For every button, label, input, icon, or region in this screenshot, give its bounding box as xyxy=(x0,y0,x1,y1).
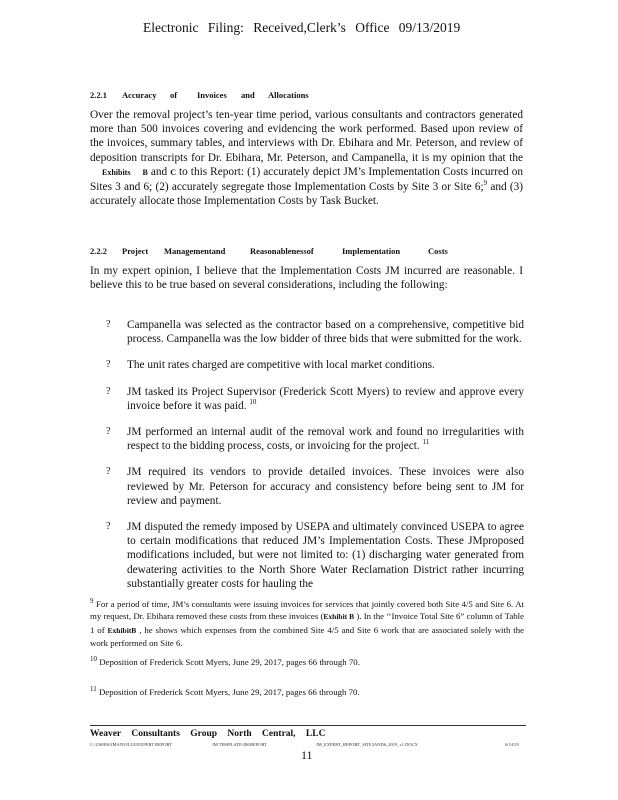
footer-file-path: C:\USERS\JMANVILLE\EXPERT REPORT xyxy=(90,742,173,747)
exhibit-b-ref: B xyxy=(142,167,148,177)
bullet-glyph: ? xyxy=(106,521,111,533)
paragraph-text: Over the removal project’s ten-year time period, various consultants and contractors generated more than 500 invoices covering and evidencing the work performed. Based upon review of the invoices, summary tables, and interviews with Dr. Ebihara and Mr. Peterson, and review of deposition transcripts for Dr. Ebihara, Mr. Peterson, and Campanella, it is my opinion that the xyxy=(90,109,523,164)
exhibit-b-ref: Exhibit B xyxy=(323,612,355,622)
list-item-text: JM tasked its Project Supervisor (Frederick Scott Myers) to review and approve every invoice before it was paid. xyxy=(127,385,524,412)
footnote-10 xyxy=(90,656,524,668)
footer-date: 6/14/19 xyxy=(505,742,519,747)
heading-word: Allocations xyxy=(268,90,309,100)
footer-file-name: JM_EXPERT_REPORT_SITE3AND6_2019_v1 DOCX xyxy=(316,742,418,747)
page-number: 11 xyxy=(301,748,313,762)
list-item-text: Campanella was selected as the contractor based on a comprehensive, competitive bid process. Campanella was the low bidder of three bids that were submitted for the work. xyxy=(127,319,524,346)
footnote-number: 9 xyxy=(90,597,94,606)
paragraph-text: and xyxy=(150,165,168,178)
heading-word: Managementand xyxy=(164,246,226,256)
footnote-text: Deposition of Frederick Scott Myers, June 29, 2017, pages 66 through 70. xyxy=(96,687,360,697)
exhibits-label: Exhibits xyxy=(102,167,131,177)
footnote-ref-10[interactable]: 10 xyxy=(249,398,257,407)
heading-word: Accuracy xyxy=(122,90,157,100)
footer-divider xyxy=(90,725,526,726)
section-number: 2.2.2 xyxy=(90,246,107,256)
list-item-text: JM performed an internal audit of the removal work and found no irregularities with respect to the bidding process, costs, or invoicing for the project. xyxy=(127,426,524,453)
section-number: 2.2.1 xyxy=(90,90,107,100)
list-item xyxy=(106,465,524,508)
list-item xyxy=(106,520,524,591)
footnote-text: , he shows which expenses from the combined Site 4/5 and Site 6 work that are associated solely with the work performed on Site 6. xyxy=(90,624,525,649)
footnote-number: 10 xyxy=(90,655,97,664)
list-item xyxy=(106,358,524,372)
list-item-text: JM required its vendors to provide detailed invoices. These invoices were also reviewed by Mr. Peterson for accuracy and consistency before being sent to JM for review and payment. xyxy=(127,466,524,507)
list-item xyxy=(106,318,524,346)
bullet-glyph: ? xyxy=(106,385,111,397)
heading-word: Project xyxy=(122,246,149,256)
heading-word: of xyxy=(170,90,178,100)
footer-firm-name: Weaver Consultants Group North Central, LLC xyxy=(90,729,326,739)
paragraph-text: to this Report: (1) accurately depict JM’s Implementation Costs incurred on Sites 3 and 6; (2) accurately segregate those Implementation Costs by Site 3 or Site 6; xyxy=(90,165,523,194)
heading-word: Invoices xyxy=(197,90,227,100)
list-item xyxy=(106,385,524,413)
bullet-glyph: ? xyxy=(106,466,111,478)
section-heading-project-management xyxy=(90,246,448,256)
heading-word: Reasonablenessof xyxy=(250,246,314,256)
list-item-text: The unit rates charged are competitive with local market conditions. xyxy=(127,359,435,372)
paragraph-text: and (3) accurately allocate those Implementation Costs by Task Bucket. xyxy=(90,181,523,208)
exhibit-b-ref: ExhibitB xyxy=(107,625,137,635)
heading-word: Costs xyxy=(428,246,448,256)
considerations-list xyxy=(106,318,524,603)
footer-template: JM TEMPLATE\JM\REPORT xyxy=(212,742,268,747)
list-item-text: JM disputed the remedy imposed by USEPA and ultimately convinced USEPA to agree to certain modifications that reduced JM’s Implementation Costs. These JMproposed modifications included, but were not limited to: (1) discharging water generated from dewatering activities to the North Shore Water Reclamation District rather incurring substantially greater costs for hauling the xyxy=(127,521,524,590)
footnote-text: For a period of time, JM’s consultants were issuing invoices for services that jointly covered both Site 4/5 and Site 6. At my request, Dr. Ebihara removed these costs from these invoices ( xyxy=(90,599,524,622)
bullet-glyph: ? xyxy=(106,319,111,330)
list-item xyxy=(106,425,524,453)
footnote-9 xyxy=(90,598,524,650)
accuracy-paragraph xyxy=(90,108,523,208)
footnote-ref-9[interactable]: 9 xyxy=(483,179,488,188)
bullet-glyph: ? xyxy=(106,426,111,438)
section-heading-accuracy xyxy=(90,90,309,100)
footnote-text: ). In the ‘‘Invoice Total Site 6” column of Table 1 of xyxy=(90,611,524,635)
footnote-text: Deposition of Frederick Scott Myers, June 29, 2017, pages 66 through 70. xyxy=(97,657,360,667)
footnote-11 xyxy=(90,686,524,698)
reasonableness-intro: In my expert opinion, I believe that the Implementation Costs JM incurred are reasonable. I believe this to be true based on several considerations, including the following: xyxy=(90,265,523,292)
heading-word: and xyxy=(241,90,255,100)
electronic-filing-stamp: Electronic Filing: Received,Clerk’s Office 09/13/2019 xyxy=(143,20,461,35)
bullet-glyph: ? xyxy=(106,359,111,371)
exhibit-c-ref: C xyxy=(170,167,176,177)
heading-word: Implementation xyxy=(342,246,401,256)
footnote-number: 11 xyxy=(90,685,97,694)
footnote-ref-11[interactable]: 11 xyxy=(422,438,430,447)
